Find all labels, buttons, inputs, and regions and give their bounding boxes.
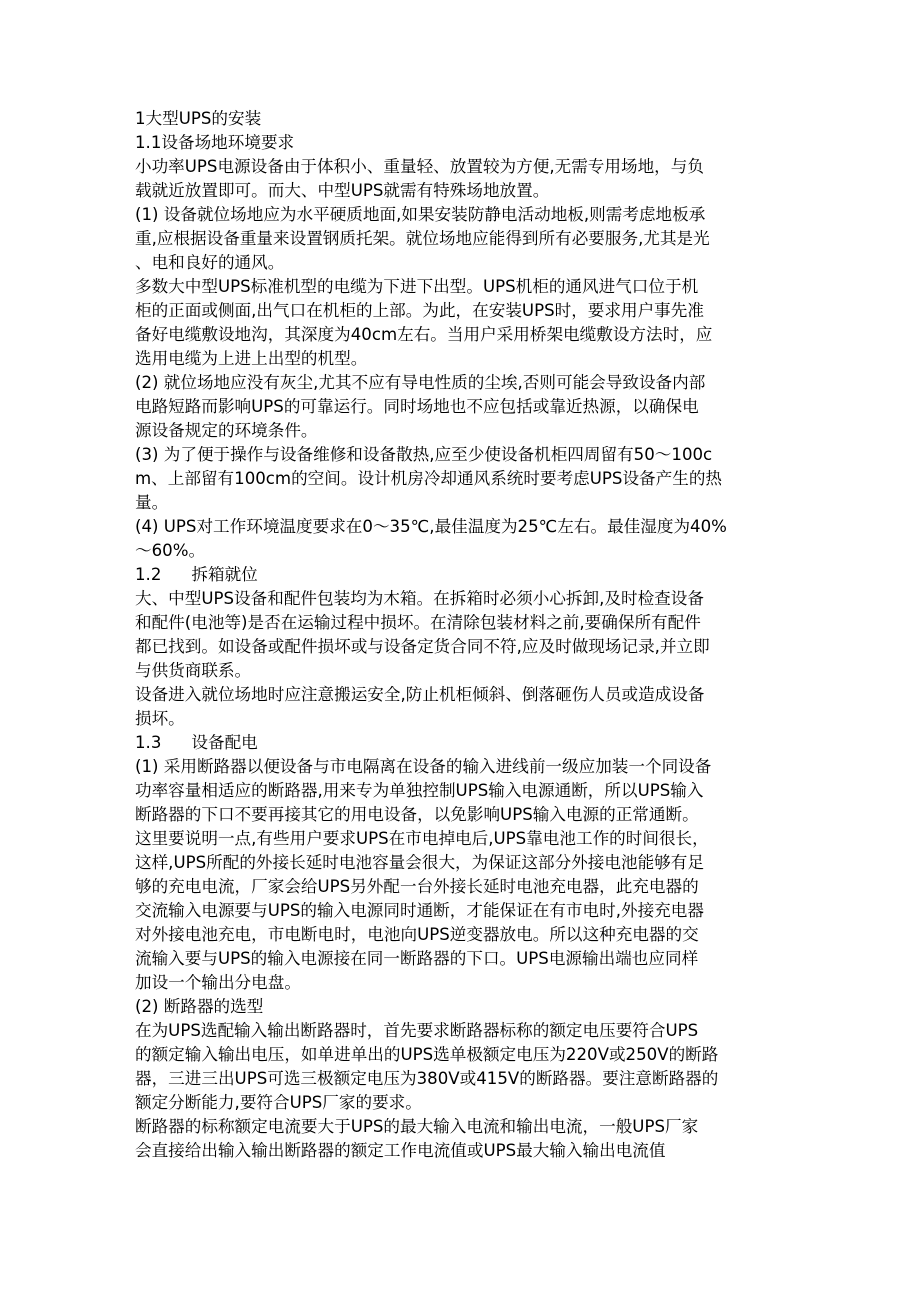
subsection-heading-1-3: [135, 731, 785, 755]
paragraph-line: 和配件(电池等)是否在运输过程中损坏。在清除包装材料之前,要确保所有配件: [135, 613, 701, 632]
paragraph-line: m、上部留有100cm的空间。设计机房冷却通风系统时要考虑UPS设备产生的热: [135, 469, 723, 488]
paragraph-line: (4) UPS对工作环境温度要求在0～35℃,最佳温度为25℃左右。最佳湿度为40%: [135, 517, 727, 536]
paragraph-line: 断路器的标称额定电流要大于UPS的最大输入电流和输出电流，一般UPS厂家: [135, 1117, 699, 1136]
paragraph-line: 功率容量相适应的断路器,用来专为单独控制UPS输入电源通断，所以UPS输入: [135, 781, 704, 800]
paragraph-line: 对外接电池充电，市电断电时，电池向UPS逆变器放电。所以这种充电器的交: [135, 925, 699, 944]
paragraph-line: 这里要说明一点,有些用户要求UPS在市电掉电后,UPS靠电池工作的时间很长，: [135, 829, 709, 848]
paragraph-line: 额定分断能力,要符合UPS厂家的要求。: [135, 1093, 422, 1112]
paragraph-line: 器，三进三出UPS可选三极额定电压为380V或415V的断路器。要注意断路器的: [135, 1069, 719, 1088]
paragraph-line: ～60%。: [135, 541, 206, 560]
heading-number: 1.3: [135, 733, 162, 752]
subsection-heading: (2) 断路器的选型: [135, 997, 264, 1016]
paragraph-line: 载就近放置即可。而大、中型UPS就需有特殊场地放置。: [135, 181, 550, 200]
heading-title: 设备配电: [191, 733, 258, 752]
paragraph-line: 电路短路而影响UPS的可靠运行。同时场地也不应包括或靠近热源，以确保电: [135, 397, 699, 416]
paragraph-line: 小功率UPS电源设备由于体积小、重量轻、放置较为方便,无需专用场地，与负: [135, 157, 704, 176]
subsection-heading-1-2: [135, 563, 785, 587]
paragraph-line: 设备进入就位场地时应注意搬运安全,防止机柜倾斜、倒落砸伤人员或造成设备: [135, 685, 705, 704]
document-body: [135, 107, 785, 1163]
subsection-heading: 1.1设备场地环境要求: [135, 133, 295, 152]
paragraph-line: 损坏。: [135, 709, 185, 728]
paragraph-line: 大、中型UPS设备和配件包装均为木箱。在拆箱时必须小心拆卸,及时检查设备: [135, 589, 704, 608]
paragraph-line: 、电和良好的通风。: [135, 253, 285, 272]
paragraph-line: 都已找到。如设备或配件损坏或与设备定货合同不符,应及时做现场记录,并立即: [135, 637, 710, 656]
paragraph-line: 这样,UPS所配的外接长延时电池容量会很大，为保证这部分外接电池能够有足: [135, 853, 704, 872]
paragraph-line: (3) 为了便于操作与设备维修和设备散热,应至少使设备机柜四周留有50～100c: [135, 445, 713, 464]
paragraph-line: 选用电缆为上进上出型的机型。: [135, 349, 368, 368]
paragraph-line: 会直接给出输入输出断路器的额定工作电流值或UPS最大输入输出电流值: [135, 1141, 666, 1160]
paragraph-line: 多数大中型UPS标准机型的电缆为下进下出型。UPS机柜的通风进气口位于机: [135, 277, 699, 296]
paragraph-line: 柜的正面或侧面,出气口在机柜的上部。为此，在安装UPS时，要求用户事先准: [135, 301, 704, 320]
paragraph-line: 重,应根据设备重量来设置钢质托架。就位场地应能得到所有必要服务,尤其是光: [135, 229, 710, 248]
paragraph-line: 够的充电电流，厂家会给UPS另外配一台外接长延时电池充电器，此充电器的: [135, 877, 699, 896]
heading-number: 1.2: [135, 565, 162, 584]
paragraph-line: 交流输入电源要与UPS的输入电源同时通断，才能保证在有市电时,外接充电器: [135, 901, 704, 920]
paragraph-line: 量。: [135, 493, 169, 512]
section-title: 1大型UPS的安装: [135, 109, 262, 128]
paragraph-line: 的额定输入输出电压，如单进单出的UPS选单极额定电压为220V或250V的断路: [135, 1045, 719, 1064]
paragraph-line: (1) 采用断路器以便设备与市电隔离在设备的输入进线前一级应加装一个同设备: [135, 757, 712, 776]
heading-title: 拆箱就位: [191, 565, 258, 584]
paragraph-line: 流输入要与UPS的输入电源接在同一断路器的下口。UPS电源输出端也应同样: [135, 949, 699, 968]
paragraph-line: 在为UPS选配输入输出断路器时，首先要求断路器标称的额定电压要符合UPS: [135, 1021, 699, 1040]
paragraph-line: 与供货商联系。: [135, 661, 252, 680]
paragraph-line: 加设一个输出分电盘。: [135, 973, 301, 992]
paragraph-line: (2) 就位场地应没有灰尘,尤其不应有导电性质的尘埃,否则可能会导致设备内部: [135, 373, 706, 392]
paragraph-line: (1) 设备就位场地应为水平硬质地面,如果安装防静电活动地板,则需考虑地板承: [135, 205, 706, 224]
paragraph-line: 断路器的下口不要再接其它的用电设备，以免影响UPS输入电源的正常通断。: [135, 805, 699, 824]
paragraph-line: 备好电缆敷设地沟，其深度为40cm左右。当用户采用桥架电缆敷设方法时，应: [135, 325, 713, 344]
paragraph-line: 源设备规定的环境条件。: [135, 421, 318, 440]
